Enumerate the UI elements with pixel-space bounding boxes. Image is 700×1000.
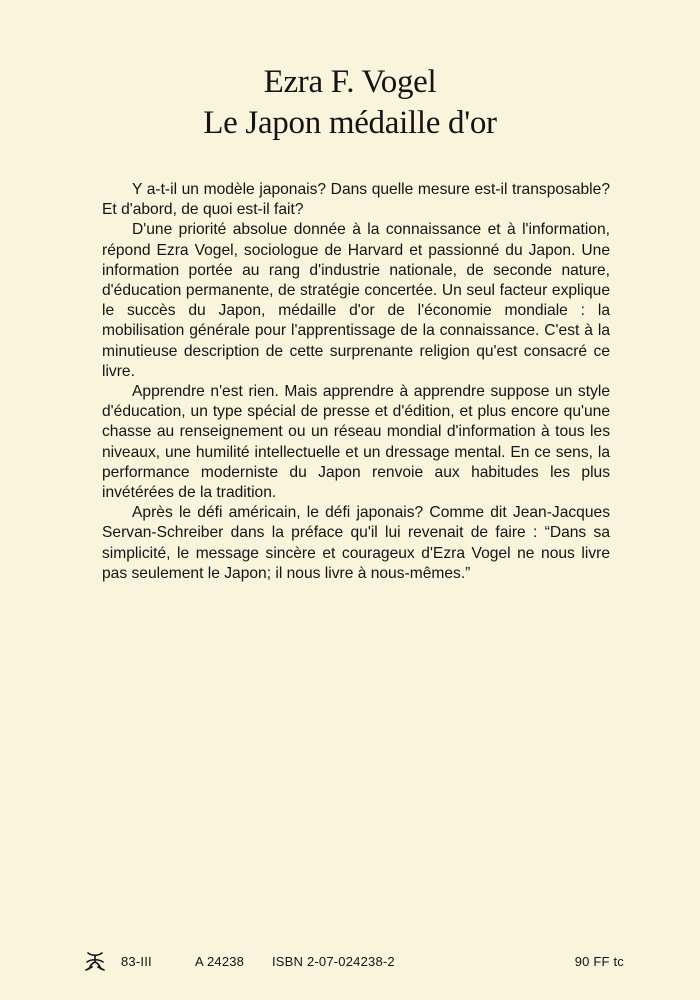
publisher-monogram-icon <box>84 950 106 972</box>
blurb-paragraph: Après le défi américain, le défi japonais? Comme dit Jean-Jacques Servan-Schreiber dans la préface qu'il lui revenait de faire : “Dans sa simplicité, le message sincère et courageux d'Ezra Vogel ne nous livre pas seulement le Japon; il nous livre à nous-mêmes.” <box>102 504 610 582</box>
blurb-paragraph: Apprendre n'est rien. Mais apprendre à apprendre suppose un style d'éducation, un type spécial de presse et d'édition, et plus encore qu'une chasse au renseignement ou un réseau mondial d'information à tous les niveaux, une humilité intellectuelle et un dressage mental. En ce sens, la performance moderniste du Japon renvoie aux habitudes les plus invétérées de la tradition. <box>102 383 610 502</box>
book-title: Le Japon médaille d'or <box>203 105 497 141</box>
footer <box>84 952 624 974</box>
price: 90 FF tc <box>574 954 624 969</box>
blurb-paragraph: D'une priorité absolue donnée à la connaissance et à l'information, répond Ezra Vogel, sociologue de Harvard et passionné du Japon. Une information portée au rang d'industrie nationale, de seconde nature, d'éducation permanente, de stratégie concertée. Un seul facteur explique le succès du Japon, médaille d'or de l'économie mondiale : la mobilisation générale pour l'apprentissage de la connaissance. C'est à la minutieuse description de cette surprenante religion qu'est consacré ce livre. <box>102 221 610 380</box>
blurb <box>102 180 610 584</box>
catalog-number: A 24238 <box>195 954 245 969</box>
collection-code: 83-III <box>121 954 152 969</box>
author-name: Ezra F. Vogel <box>263 64 437 100</box>
blurb-paragraph: Y a-t-il un modèle japonais? Dans quelle mesure est-il transposable? Et d'abord, de quoi est-il fait? <box>102 181 610 219</box>
isbn: ISBN 2-07-024238-2 <box>272 954 395 969</box>
title-block <box>0 62 700 144</box>
